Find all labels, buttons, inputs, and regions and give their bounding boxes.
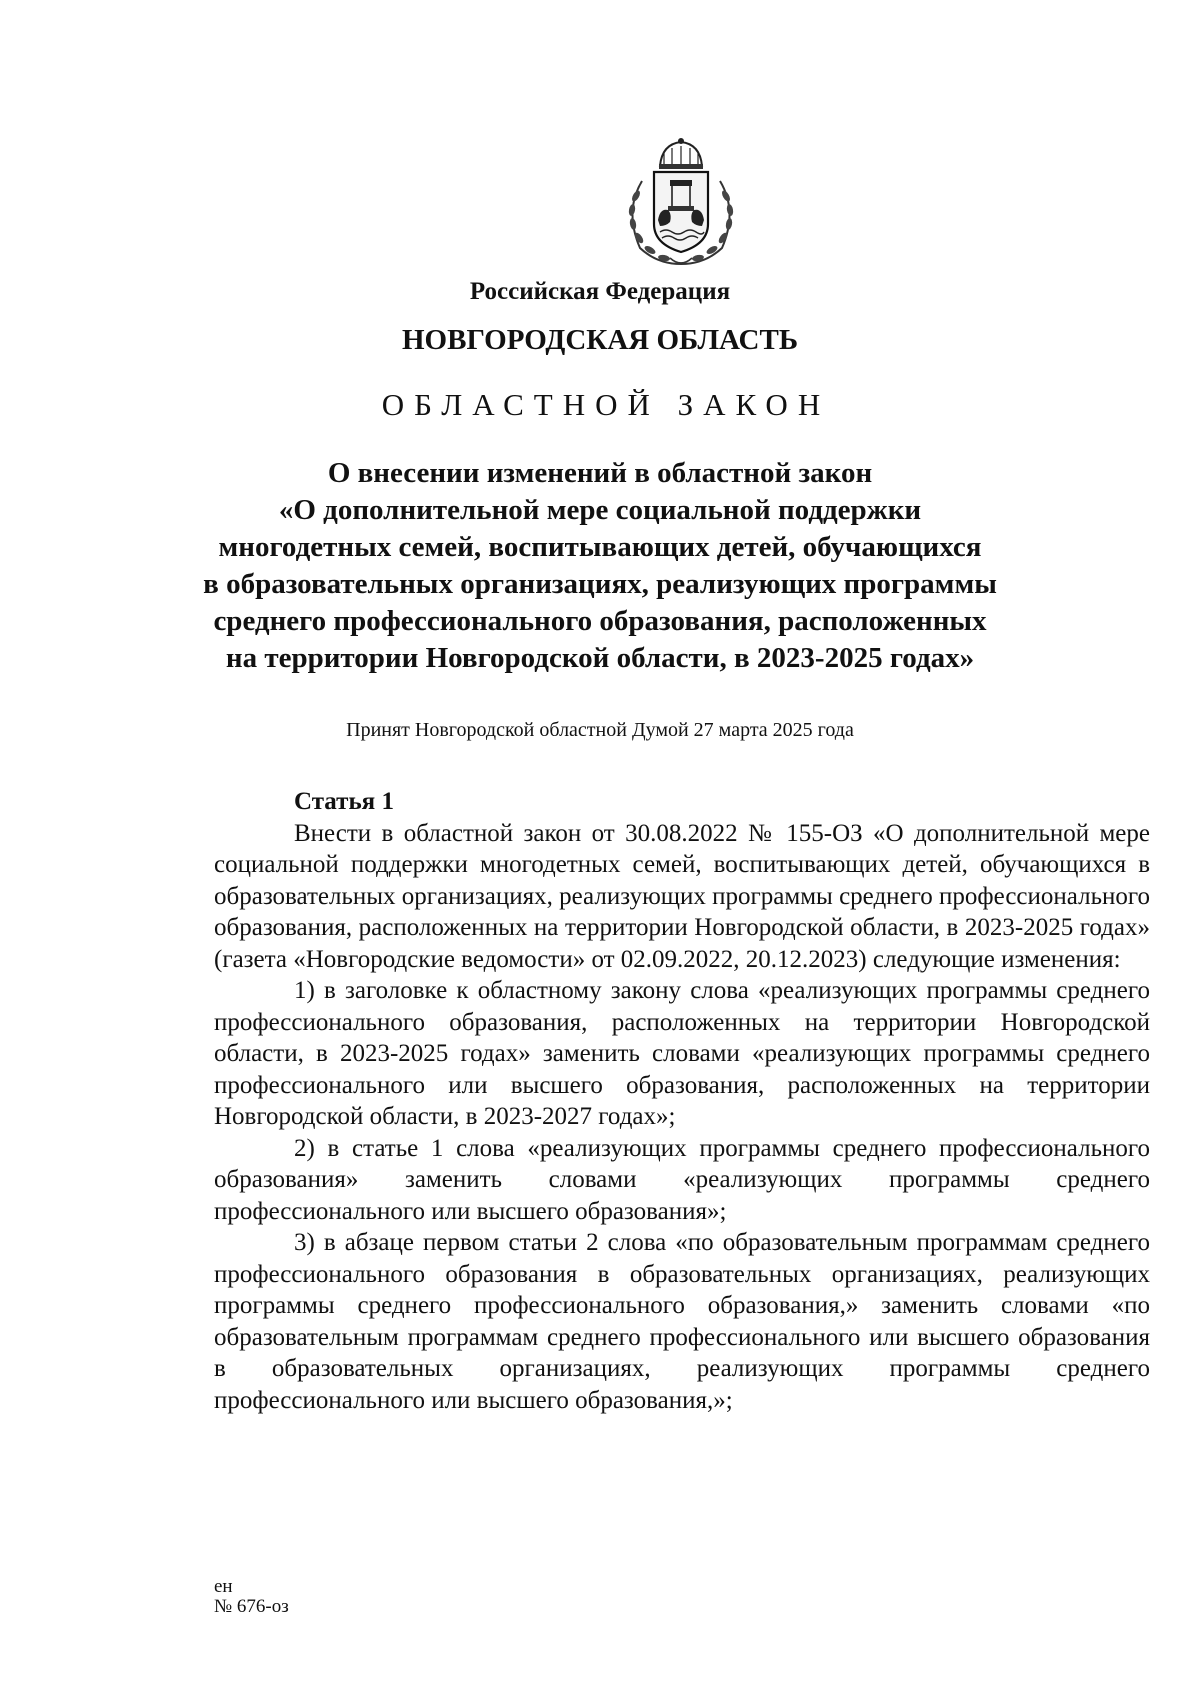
article-paragraph: Внести в областной закон от 30.08.2022 № 155-ОЗ «О дополнительной мере социальной поддержки многодетных семей, воспитывающих детей, обучающихся в образовательных организациях, реализующих программы среднего профессионального образования, расположенных на территории Новгородской области, в 2023-2025 годах» (газета «Новгородские ведомости» от 02.09.2022, 20.12.2023) следующие изменения:: [214, 819, 1150, 973]
article-paragraph: 3) в абзаце первом статьи 2 слова «по образовательным программам среднего профессионального образования в образовательных организациях, реализующих программы среднего профессионального образования,» заменить словами «по образовательным программам среднего профессионального или высшего образования в образовательных организациях, реализующих программы среднего профессионального или высшего образования,»;: [214, 1229, 1150, 1414]
novgorod-oblast-coat-of-arms-icon: [612, 136, 750, 268]
article-heading: Статья 1: [294, 788, 394, 815]
document-type: ОБЛАСТНОЙ ЗАКОН: [381, 387, 831, 422]
article-paragraph: 2) в статье 1 слова «реализующих программы среднего профессионального образования» заменить словами «реализующих программы среднего профессионального или высшего образования»;: [214, 1134, 1150, 1225]
region-name: НОВГОРОДСКАЯ ОБЛАСТЬ: [401, 324, 799, 356]
law-title-line: многодетных семей, воспитывающих детей, обучающихся: [218, 531, 982, 563]
article-paragraph: 1) в заголовке к областному закону слова «реализующих программы среднего профессионального образования, расположенных на территории Новгородской области, в 2023-2025 годах» заменить словами «реализующих программы среднего профессионального или высшего образования, расположенных на территории Новгородской области, в 2023-2027 годах»;: [214, 977, 1150, 1130]
adoption-note: Принят Новгородской областной Думой 27 марта 2025 года: [346, 719, 854, 741]
article-body: [214, 786, 1150, 1416]
law-title-line: О внесении изменений в областной закон: [327, 457, 873, 489]
law-title-line: на территории Новгородской области, в 2023-2025 годах»: [225, 642, 975, 674]
law-title-line: «О дополнительной мере социальной поддержки: [278, 494, 922, 526]
country-name: Российская Федерация: [469, 278, 731, 305]
executor-initials: ен: [214, 1576, 233, 1597]
law-title-line: в образовательных организациях, реализующих программы: [203, 568, 997, 600]
law-title-line: среднего профессионального образования, расположенных: [213, 605, 987, 637]
law-title: [0, 455, 1200, 677]
law-registration-number: № 676-оз: [214, 1596, 289, 1617]
document-footer: [214, 1577, 289, 1617]
